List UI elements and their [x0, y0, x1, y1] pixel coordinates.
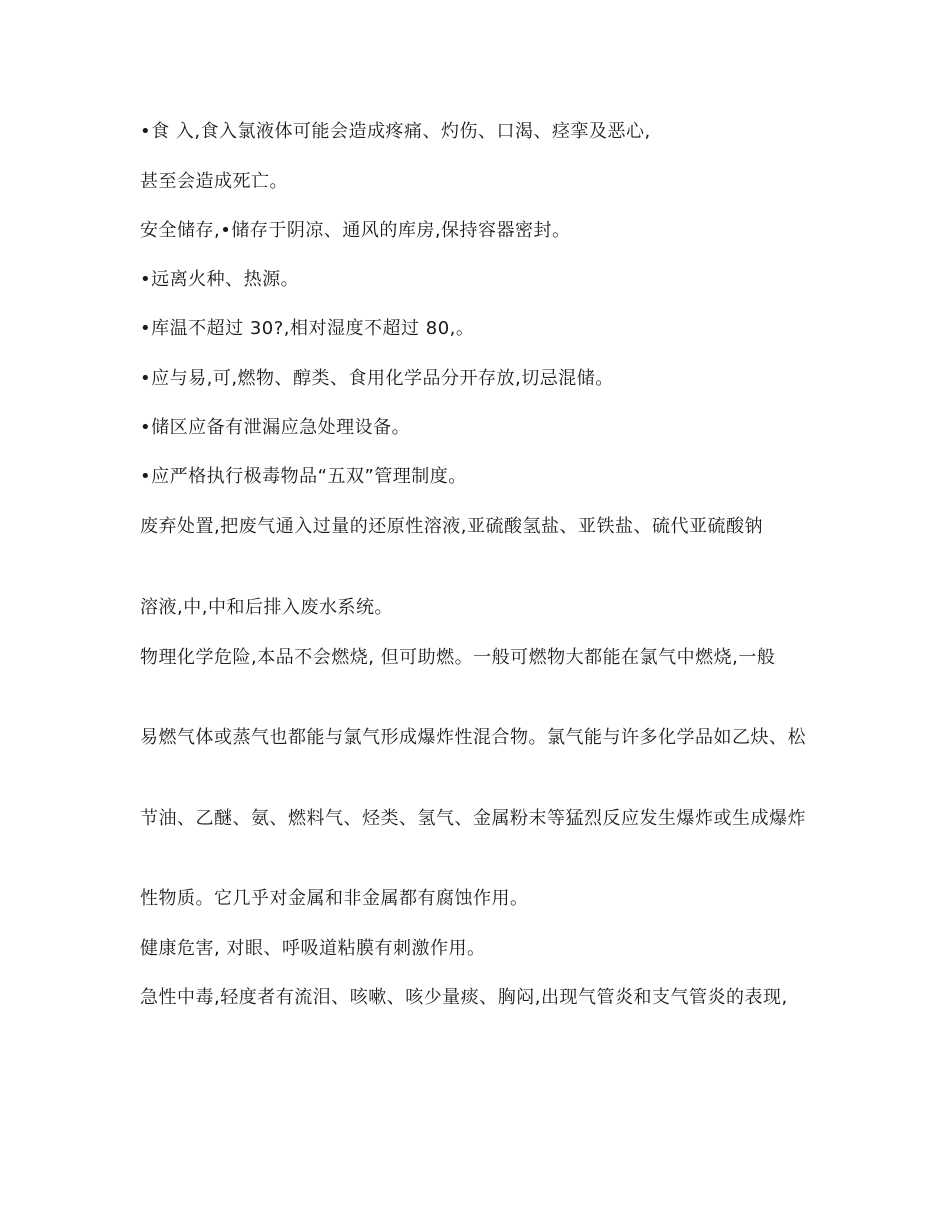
paragraph-acute-poisoning: 急性中毒,轻度者有流泪、咳嗽、咳少量痰、胸闷,出现气管炎和支气管炎的表现,	[140, 987, 788, 1008]
paragraph-explosive-mixture: 易燃气体或蒸气也都能与氯气形成爆炸性混合物。氯气能与许多化学品如乙炔、松	[140, 727, 806, 748]
paragraph-management-system: •应严格执行极毒物品“五双”管理制度。	[140, 466, 467, 487]
paragraph-leak-equipment: •储区应备有泄漏应急处理设备。	[140, 417, 411, 438]
paragraph-disposal-continued: 溶液,中,中和后排入废水系统。	[140, 597, 393, 618]
paragraph-separate-storage: •应与易,可,燃物、醇类、食用化学品分开存放,切忌混储。	[140, 368, 614, 389]
paragraph-death: 甚至会造成死亡。	[140, 171, 288, 192]
paragraph-safe-storage: 安全储存,•储存于阴凉、通风的库房,保持容器密封。	[140, 220, 571, 241]
paragraph-corrosion: 性物质。它几乎对金属和非金属都有腐蚀作用。	[140, 888, 529, 909]
paragraph-disposal: 废弃处置,把废气通入过量的还原性溶液,亚硫酸氢盐、亚铁盐、硫代亚硫酸钠	[140, 516, 763, 537]
paragraph-temperature: •库温不超过 30?,相对湿度不超过 80,。	[140, 318, 475, 339]
paragraph-fire-heat: •远离火种、热源。	[140, 269, 300, 290]
paragraph-health-hazard: 健康危害, 对眼、呼吸道粘膜有刺激作用。	[140, 938, 486, 959]
paragraph-ingestion: •食 入,食入氯液体可能会造成疼痛、灼伤、口渴、痉挛及恶心,	[140, 121, 651, 142]
paragraph-physicochemical-hazard: 物理化学危险,本品不会燃烧, 但可助燃。一般可燃物大都能在氯气中燃烧,一般	[140, 647, 776, 668]
paragraph-violent-reaction: 节油、乙醚、氨、燃料气、烃类、氢气、金属粉末等猛烈反应发生爆炸或生成爆炸	[140, 808, 806, 829]
